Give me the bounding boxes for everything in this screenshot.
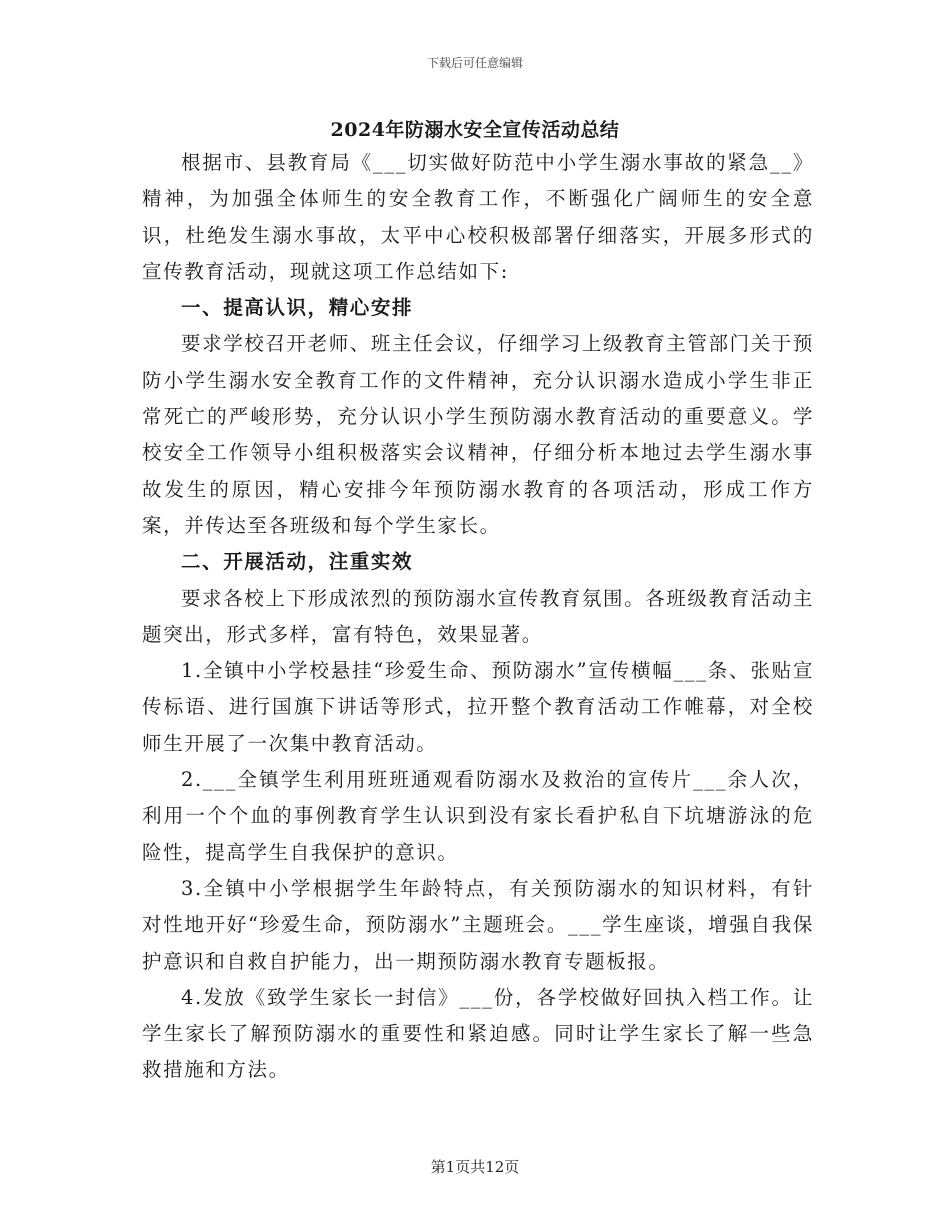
list-item-1: 1.全镇中小学校悬挂“珍爱生命、预防溺水”宣传横幅___条、张贴宣传标语、进行国旗下讲话等形式，拉开整个教育活动工作帷幕，对全校师生开展了一次集中教育活动。 — [142, 659, 814, 755]
list-item-4: 4.发放《致学生家长一封信》___份，各学校做好回执入档工作。让学生家长了解预防溺水的重要性和紧迫感。同时让学生家长了解一些急救措施和方法。 — [142, 985, 814, 1082]
document-title: 2024年防溺水安全宣传活动总结 — [330, 119, 620, 141]
list-item-3: 3.全镇中小学根据学生年龄特点，有关预防溺水的知识材料，有针对性地开好“珍爱生命，预防溺水”主题班会。___学生座谈，增强自我保护意识和自救自护能力，出一期预防溺水教育专题板报。 — [142, 876, 814, 973]
page-header-note: 下载后可任意编辑 — [426, 56, 523, 70]
list-item-2: 2.___全镇学生利用班班通观看防溺水及救治的宣传片___余人次，利用一个个血的事例教育学生认识到没有家长看护私自下坑塘游泳的危险性，提高学生自我保护的意识。 — [142, 768, 814, 864]
document-body — [142, 145, 814, 1089]
page-number: 第1页共12页 — [430, 1158, 520, 1176]
body-paragraph: 要求学校召开老师、班主任会议，仔细学习上级教育主管部门关于预防小学生溺水安全教育工作的文件精神，充分认识溺水造成小学生非正常死亡的严峻形势，充分认识小学生预防溺水教育活动的重要意义。学校安全工作领导小组积极落实会议精神，仔细分析本地过去学生溺水事故发生的原因，精心安排今年预防溺水教育的各项活动，形成工作方案，并传达至各班级和每个学生家长。 — [142, 332, 815, 537]
body-paragraph: 要求各校上下形成浓烈的预防溺水宣传教育氛围。各班级教育活动主题突出，形式多样，富有特色，效果显著。 — [142, 586, 815, 646]
section-heading-1: 一、提高认识，精心安排 — [181, 296, 414, 320]
section-heading-2: 二、开展活动，注重实效 — [181, 550, 414, 574]
intro-paragraph: 根据市、县教育局《___切实做好防范中小学生溺水事故的紧急__》精神，为加强全体师生的安全教育工作，不断强化广阔师生的安全意识，杜绝发生溺水事故，太平中心校积极部署仔细落实，开展多形式的宣传教育活动，现就这项工作总结如下: — [142, 151, 814, 283]
